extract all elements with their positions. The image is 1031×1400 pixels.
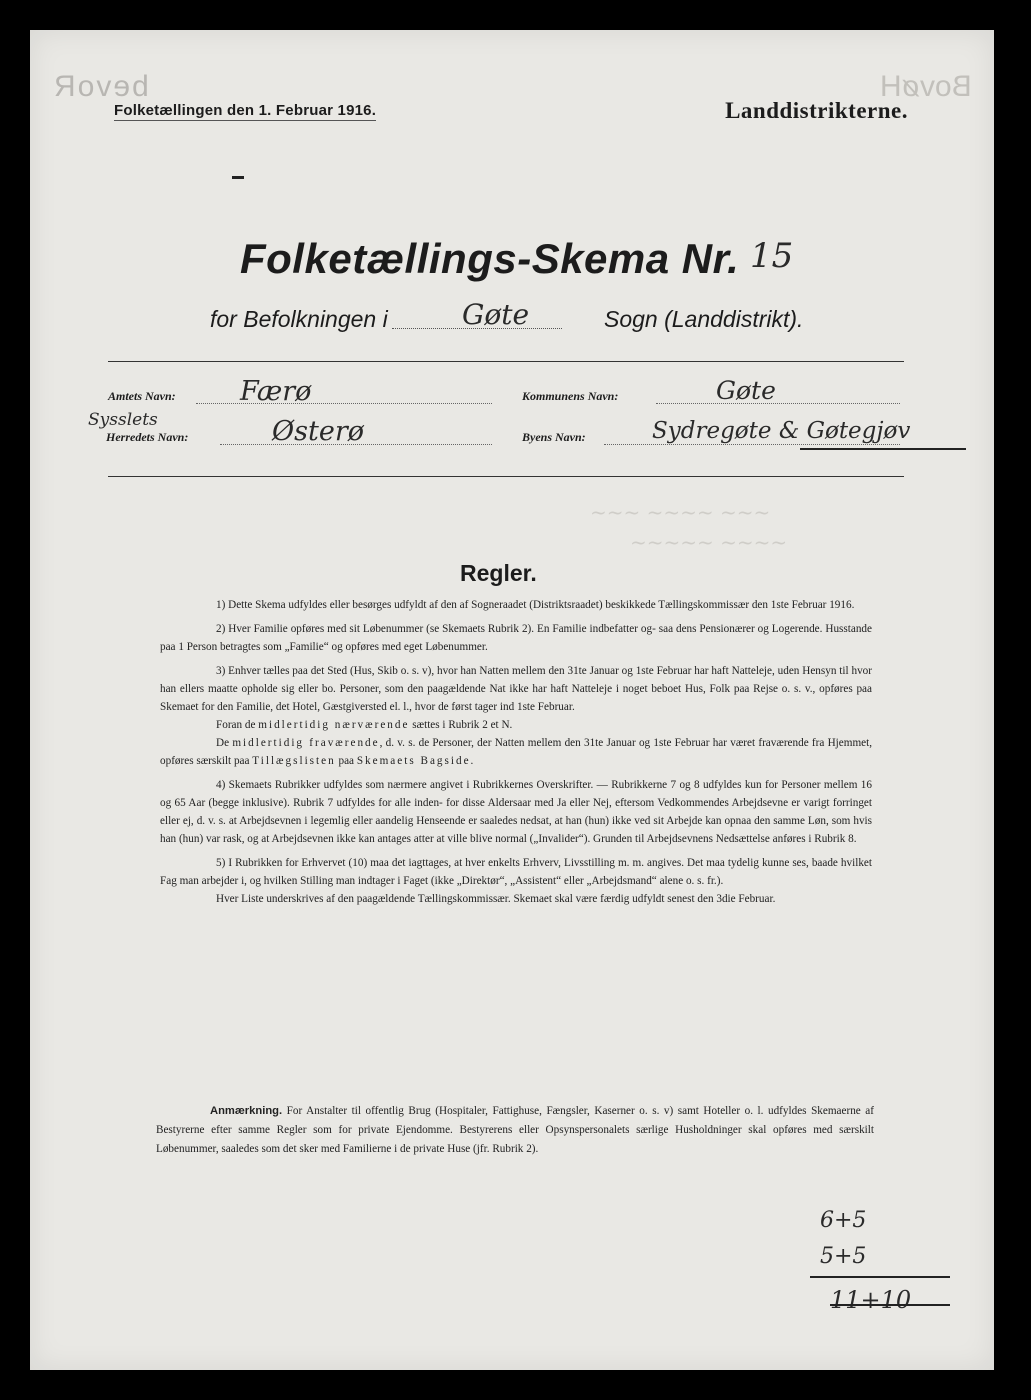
district-type-header: Landdistrikterne. (725, 98, 908, 123)
rule-4: 4) Skemaets Rubrikker udfyldes som nærmere angivet i Rubrikkernes Overskrifter. — Rubrikkerne 7 og 8 udfyldes kun for Personer mellem 16 og 65 Aar (begge inklusive). Rubrik 7 udfyldes for alle inden- for disse Aldersaar med Ja eller Nej, eftersom Vedkommendes Arbejdsevne er varigt forringet eller ej, d. v. s. at Arbejdsevnen i legemlig eller aandelig Henseende er saaledes nedsat, at han (hun) ikke ved sit Arbejde kan opnaa den samme Løn, som hvis han (hun) var rask, og at Arbejdsevnen ikke kan antages atter at ville blive normal („Invalider“). Grunden til Arbejdsevnens Nedsættelse anføres i Rubrik 8. (160, 779, 872, 845)
annotation-label: Anmærkning. (210, 1105, 283, 1117)
rule-3c-spaced-3: Skemaets Bagside (356, 755, 471, 767)
census-date-header: Folketællingen den 1. Februar 1916. (114, 102, 377, 119)
bleed-through-stamp-right: BovøH (880, 70, 972, 103)
bleed-through-stamp-left: bevoR (52, 70, 149, 103)
form-title: Folketællings-Skema Nr. (240, 235, 740, 282)
rule-3c-end: . (470, 755, 474, 767)
rule-6: Hver Liste underskrives af den paagældende Tællingskommissær. Skemaet skal være færdig udfyldt senest den 3die Februar. (216, 893, 776, 905)
by-underline-handwritten (800, 448, 966, 450)
herred-value-handwritten: Østerø (272, 416, 364, 447)
rule-3c-pre: De (216, 737, 230, 749)
herred-correction-handwritten: Sysslets (88, 410, 158, 430)
census-form-sheet (30, 30, 994, 1370)
kommune-label: Kommunens Navn: (522, 389, 619, 403)
rule-3b (160, 716, 872, 734)
rule-2: 2) Hver Familie opføres med sit Løbenummer (se Skemaets Rubrik 2). En Familie indbefatter og- saa dens Pensionærer og Logerende. Husstande paa 1 Person betragtes som „Familie“ og opføres med eget Løbenummer. (160, 623, 872, 653)
rule-3c (160, 734, 872, 770)
by-value-handwritten: Sydregøte & Gøtegjøv (652, 418, 911, 444)
kommune-value-handwritten: Gøte (716, 376, 776, 405)
margin-strike-line (830, 1304, 950, 1306)
schema-number-handwritten: 15 (750, 236, 794, 276)
rule-1: 1) Dette Skema udfyldes eller besørges udfyldt af den af Sogneraadet (Distriktsraadet) beskikkede Tællingskommissær den 1ste Februar 1916. (216, 599, 855, 611)
rule-3: 3) Enhver tælles paa det Sted (Hus, Skib o. s. v), hvor han Natten mellem den 31te Januar og 1ste Februar har haft Natteleje, uden Hensyn til hvor han ellers maatte opholde sig eller bo. Personer, som den paagældende Nat ikke har haft Natteleje i noget beboet Hus, Folk paa Rejse o. s. v., opføres paa Skemaet for den Familie, det Hotel, Gæstgiversted el. l., hvor de først tager ind 1ste Februar. (160, 665, 872, 713)
margin-note-total: 11+10 (830, 1286, 912, 1314)
population-prefix: for Befolkningen i (210, 306, 388, 332)
rule-5: 5) I Rubrikken for Erhvervet (10) maa det iagttages, at hver enkelts Erhverv, Livsstilling m. m. angives. Det maa tydelig kunne ses, baade hvilket Fag man arbejder i, og hvilken Stilling man indtager i Faget (ikke „Direktør“, „Assistent“ eller „Arbejdsmand“ alene o. s. fr.). (160, 857, 872, 887)
population-suffix: Sogn (Landdistrikt). (604, 306, 804, 332)
rule-3c-mid: , d. v. s. de Personer, der Natten mellem den 31te Januar og 1ste Februar har været fraværende fra Hjemmet, opføres særskilt paa (160, 737, 873, 767)
small-dash-mark (232, 176, 244, 179)
margin-sum-line (810, 1276, 950, 1278)
bleed-through-writing-2: ~~~~~ ~~~~ (630, 530, 788, 554)
bleed-through-writing-1: ~~~ ~~~~ ~~~ (590, 500, 771, 524)
annotation-note (156, 1102, 874, 1159)
margin-note-1: 6+5 (820, 1208, 867, 1233)
rules-heading: Regler. (460, 560, 537, 586)
rule-3c-spaced: midlertidig fraværende (232, 737, 380, 749)
by-label: Byens Navn: (522, 430, 586, 444)
amt-label: Amtets Navn: (108, 389, 176, 403)
margin-note-2: 5+5 (820, 1244, 867, 1269)
amt-value-handwritten: Færø (240, 376, 312, 407)
annotation-text: For Anstalter til offentlig Brug (Hospitaler, Fattighuse, Fængsler, Kaserner o. s. v) samt Hoteller o. l. udfyldes Skemaerne af Bestyrerne efter samme Regler som for private Ejendomme. Bestyrerens eller Opsynspersonalets særlige Husholdninger skal opføres med særskilt Løbenummer, saaledes som det sker med Familierne i de private Huse (jfr. Rubrik 2). (156, 1105, 874, 1155)
rule-3b-spaced: midlertidig nærværende (258, 719, 410, 731)
by-dotted-line (604, 444, 900, 445)
rules-body (160, 596, 872, 914)
rule-3b-post: sættes i Rubrik 2 et N. (412, 719, 513, 731)
rule-3b-pre: Foran de (216, 719, 256, 731)
parish-name-handwritten: Gøte (462, 298, 530, 331)
divider-top (108, 361, 904, 362)
rule-3c-spaced-2: Tillægslisten (252, 755, 336, 767)
rule-3c-mid-2: paa (338, 755, 355, 767)
kommune-dotted-line (656, 403, 900, 404)
herred-label: Herredets Navn: (106, 430, 189, 444)
divider-bottom (108, 476, 904, 477)
